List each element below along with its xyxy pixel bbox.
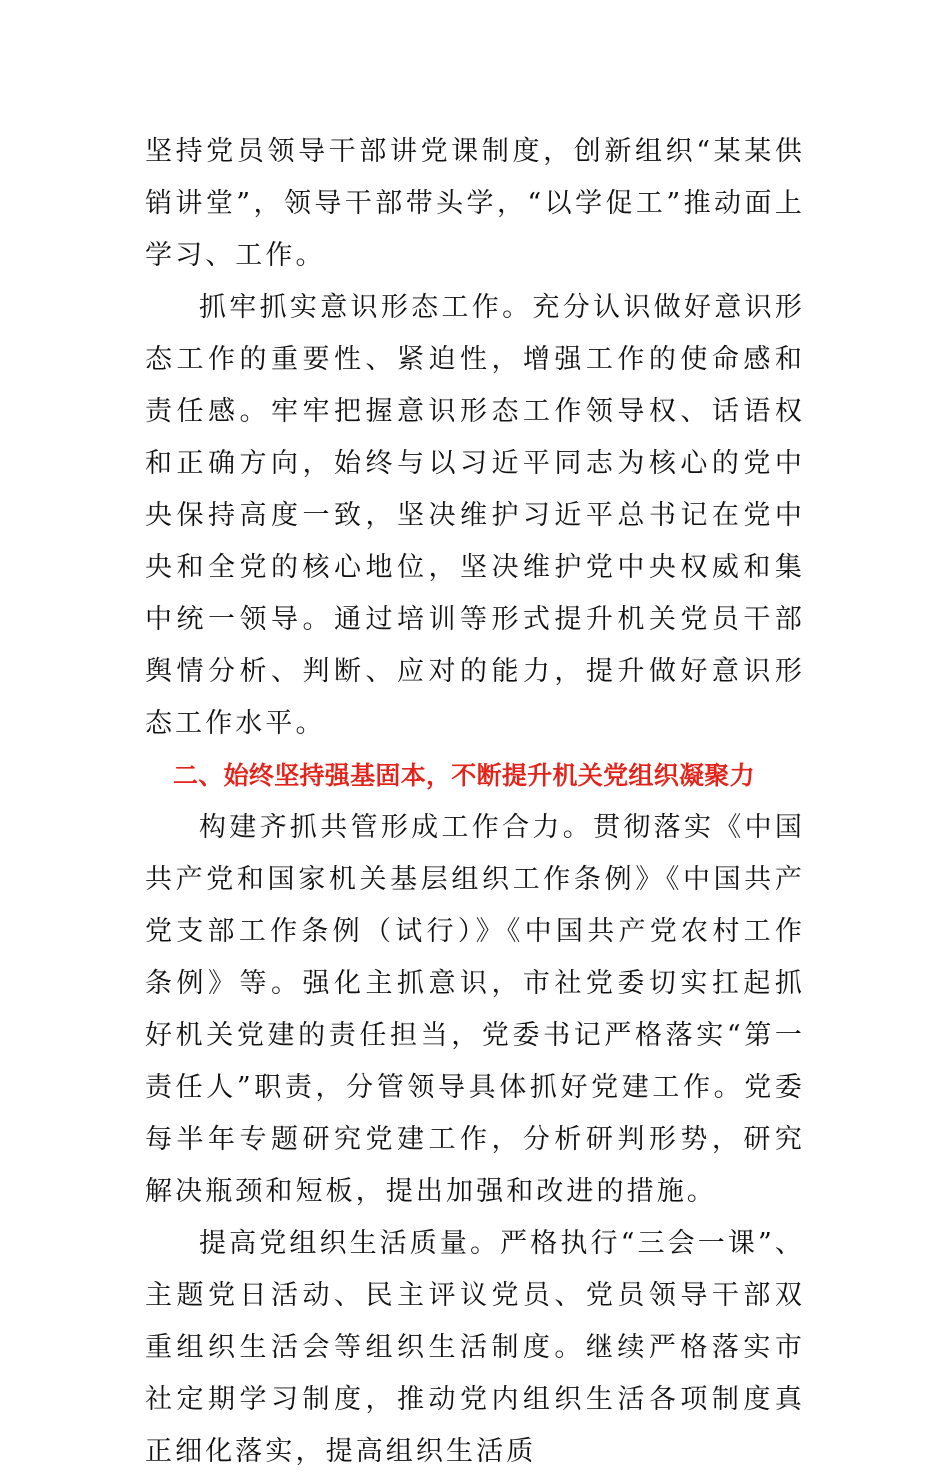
paragraph-ideology-work: 抓牢抓实意识形态工作。充分认识做好意识形态工作的重要性、紧迫性，增强工作的使命感和责任感。牢牢把握意识形态工作领导权、话语权和正确方向，始终与以习近平同志为核心的党中央保持高度一致，坚决维护习近平总书记在党中央和全党的核心地位，坚决维护党中央权威和集中统一领导。通过培训等形式提升机关党员干部舆情分析、判断、应对的能力，提升做好意识形态工作水平。 xyxy=(145,292,805,739)
paragraph-joint-management: 构建齐抓共管形成工作合力。贯彻落实《中国共产党和国家机关基层组织工作条例》《中国共产党支部工作条例（试行）》《中国共产党农村工作条例》等。强化主抓意识，市社党委切实扛起抓好机关党建的责任担当，党委书记严格落实“第一责任人”职责，分管领导具体抓好党建工作。党委每半年专题研究党建工作，分析研判形势，研究解决瓶颈和短板，提出加强和改进的措施。 xyxy=(145,812,805,1207)
paragraph-continued: 坚持党员领导干部讲党课制度，创新组织“某某供销讲堂”，领导干部带头学，“以学促工”推动面上学习、工作。 xyxy=(145,136,805,271)
section-heading: 二、始终坚持强基固本，不断提升机关党组织凝聚力 xyxy=(173,761,755,790)
document-body xyxy=(145,126,805,1478)
paragraph-organization-life: 提高党组织生活质量。严格执行“三会一课”、主题党日活动、民主评议党员、党员领导干部双重组织生活会等组织生活制度。继续严格落实市社定期学习制度，推动党内组织生活各项制度真正细化落实，提高组织生活质 xyxy=(145,1228,805,1467)
